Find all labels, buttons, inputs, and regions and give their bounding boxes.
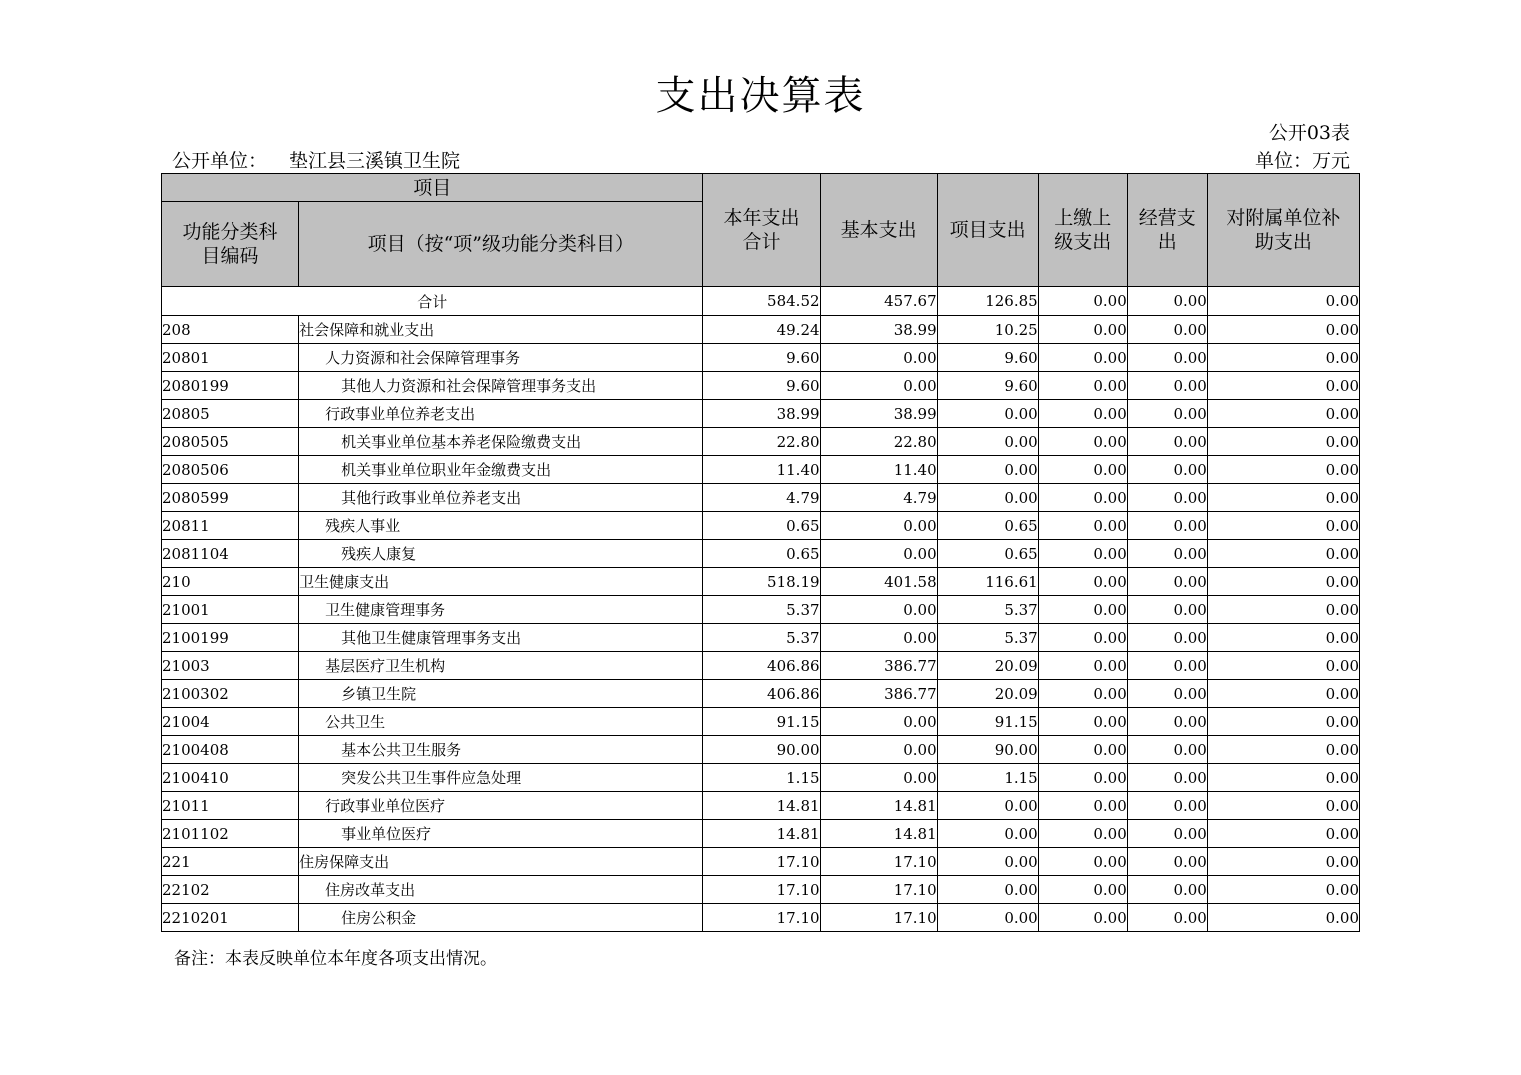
row-value: 0.00 <box>1127 316 1207 344</box>
row-value: 0.00 <box>1038 736 1127 764</box>
table-row <box>162 372 1360 400</box>
row-code: 208 <box>162 316 299 344</box>
row-value: 0.00 <box>1038 316 1127 344</box>
row-value: 0.00 <box>1207 736 1359 764</box>
row-value: 0.00 <box>1127 792 1207 820</box>
table-row <box>162 512 1360 540</box>
row-value: 9.60 <box>703 372 820 400</box>
row-value: 5.37 <box>703 596 820 624</box>
table-row <box>162 904 1360 932</box>
row-code: 2101102 <box>162 820 299 848</box>
row-value: 17.10 <box>703 876 820 904</box>
row-code: 22102 <box>162 876 299 904</box>
table-row <box>162 316 1360 344</box>
row-value: 0.00 <box>1127 736 1207 764</box>
table-row <box>162 624 1360 652</box>
row-name: 人力资源和社会保障管理事务 <box>299 344 703 372</box>
row-value: 0.00 <box>1038 792 1127 820</box>
row-value: 0.00 <box>1207 428 1359 456</box>
row-value: 91.15 <box>703 708 820 736</box>
row-code: 2100199 <box>162 624 299 652</box>
row-code: 21001 <box>162 596 299 624</box>
row-value: 0.00 <box>1038 764 1127 792</box>
table-row <box>162 484 1360 512</box>
row-value: 0.00 <box>1127 876 1207 904</box>
row-value: 0.00 <box>1207 680 1359 708</box>
row-value: 0.00 <box>1207 540 1359 568</box>
row-value: 0.00 <box>1038 372 1127 400</box>
row-value: 0.00 <box>1038 848 1127 876</box>
table-row <box>162 736 1360 764</box>
row-value: 0.00 <box>820 344 937 372</box>
row-value: 0.00 <box>1038 652 1127 680</box>
row-name: 机关事业单位基本养老保险缴费支出 <box>299 428 703 456</box>
total-cell: 0.00 <box>1038 287 1127 316</box>
row-value: 0.00 <box>937 484 1038 512</box>
header-code <box>162 202 299 287</box>
total-label: 合计 <box>162 287 703 316</box>
row-value: 0.00 <box>1127 708 1207 736</box>
row-code: 210 <box>162 568 299 596</box>
row-value: 0.00 <box>1207 372 1359 400</box>
header-code-text: 功能分类科目编码 <box>182 221 278 267</box>
table-row <box>162 792 1360 820</box>
row-code: 2100408 <box>162 736 299 764</box>
table-row <box>162 596 1360 624</box>
table-row <box>162 876 1360 904</box>
row-value: 91.15 <box>937 708 1038 736</box>
row-value: 0.00 <box>1127 596 1207 624</box>
row-value: 386.77 <box>820 652 937 680</box>
row-value: 0.00 <box>1127 624 1207 652</box>
row-value: 0.00 <box>1207 624 1359 652</box>
row-value: 9.60 <box>703 344 820 372</box>
row-name: 公共卫生 <box>299 708 703 736</box>
header-business-text: 经营支出 <box>1138 207 1196 253</box>
row-name: 突发公共卫生事件应急处理 <box>299 764 703 792</box>
row-value: 38.99 <box>703 400 820 428</box>
row-value: 38.99 <box>820 316 937 344</box>
total-cell: 457.67 <box>820 287 937 316</box>
row-value: 0.65 <box>937 540 1038 568</box>
row-value: 0.00 <box>820 596 937 624</box>
header-total-text: 本年支出合计 <box>723 207 800 253</box>
row-value: 0.00 <box>820 736 937 764</box>
row-value: 0.00 <box>1127 848 1207 876</box>
row-value: 0.00 <box>1127 456 1207 484</box>
reporting-unit-label: 公开单位： <box>172 150 268 172</box>
row-value: 20.09 <box>937 680 1038 708</box>
row-value: 0.00 <box>1207 568 1359 596</box>
row-name: 基层医疗卫生机构 <box>299 652 703 680</box>
row-value: 0.00 <box>1207 596 1359 624</box>
header-subsidy <box>1207 174 1359 287</box>
row-code: 21004 <box>162 708 299 736</box>
row-name: 事业单位医疗 <box>299 820 703 848</box>
row-code: 21003 <box>162 652 299 680</box>
row-value: 0.00 <box>1038 904 1127 932</box>
row-value: 0.00 <box>820 372 937 400</box>
row-value: 38.99 <box>820 400 937 428</box>
total-cell: 0.00 <box>1127 287 1207 316</box>
row-value: 0.65 <box>703 512 820 540</box>
row-value: 5.37 <box>937 596 1038 624</box>
header-basic: 基本支出 <box>820 174 937 287</box>
row-value: 0.65 <box>937 512 1038 540</box>
header-total <box>703 174 820 287</box>
row-code: 221 <box>162 848 299 876</box>
row-value: 406.86 <box>703 652 820 680</box>
row-name: 行政事业单位医疗 <box>299 792 703 820</box>
footnote: 备注：本表反映单位本年度各项支出情况。 <box>174 949 497 969</box>
table-row <box>162 540 1360 568</box>
header-upper-text: 上缴上级支出 <box>1054 207 1112 253</box>
row-value: 20.09 <box>937 652 1038 680</box>
row-value: 0.00 <box>1127 820 1207 848</box>
form-number: 公开03表 <box>1268 122 1350 144</box>
table-row <box>162 848 1360 876</box>
row-value: 0.00 <box>1127 344 1207 372</box>
row-value: 1.15 <box>703 764 820 792</box>
row-code: 2100302 <box>162 680 299 708</box>
row-value: 0.00 <box>937 400 1038 428</box>
row-value: 0.00 <box>1038 876 1127 904</box>
header-project: 项目 <box>162 174 703 202</box>
reporting-unit <box>172 146 460 173</box>
row-value: 0.00 <box>1127 568 1207 596</box>
table-row <box>162 820 1360 848</box>
row-value: 0.00 <box>937 820 1038 848</box>
row-value: 0.00 <box>937 904 1038 932</box>
row-value: 0.00 <box>1127 652 1207 680</box>
row-value: 0.00 <box>1207 764 1359 792</box>
row-value: 14.81 <box>703 792 820 820</box>
row-value: 0.00 <box>1207 456 1359 484</box>
row-value: 0.00 <box>1207 484 1359 512</box>
row-value: 14.81 <box>703 820 820 848</box>
header-name: 项目（按“项”级功能分类科目） <box>299 202 703 287</box>
row-value: 0.00 <box>1207 848 1359 876</box>
row-value: 5.37 <box>937 624 1038 652</box>
row-value: 17.10 <box>820 848 937 876</box>
row-value: 4.79 <box>820 484 937 512</box>
row-value: 0.00 <box>1127 428 1207 456</box>
row-code: 2080199 <box>162 372 299 400</box>
row-value: 0.00 <box>1207 400 1359 428</box>
row-name: 乡镇卫生院 <box>299 680 703 708</box>
row-name: 社会保障和就业支出 <box>299 316 703 344</box>
row-value: 0.00 <box>1038 400 1127 428</box>
row-name: 其他行政事业单位养老支出 <box>299 484 703 512</box>
row-value: 0.00 <box>1038 820 1127 848</box>
row-value: 0.00 <box>1127 512 1207 540</box>
row-value: 0.00 <box>1038 512 1127 540</box>
row-name: 卫生健康管理事务 <box>299 596 703 624</box>
total-cell: 126.85 <box>937 287 1038 316</box>
row-value: 90.00 <box>703 736 820 764</box>
row-value: 9.60 <box>937 344 1038 372</box>
row-value: 116.61 <box>937 568 1038 596</box>
row-value: 0.65 <box>703 540 820 568</box>
row-value: 0.00 <box>1207 512 1359 540</box>
row-value: 0.00 <box>1038 596 1127 624</box>
row-value: 0.00 <box>1127 680 1207 708</box>
row-value: 0.00 <box>1038 428 1127 456</box>
row-value: 0.00 <box>820 540 937 568</box>
row-value: 0.00 <box>1038 344 1127 372</box>
row-code: 20811 <box>162 512 299 540</box>
row-value: 0.00 <box>1038 540 1127 568</box>
row-value: 0.00 <box>1127 400 1207 428</box>
row-name: 卫生健康支出 <box>299 568 703 596</box>
measure-unit: 单位：万元 <box>1254 150 1350 172</box>
row-value: 0.00 <box>1207 708 1359 736</box>
row-value: 0.00 <box>1207 904 1359 932</box>
row-name: 残疾人事业 <box>299 512 703 540</box>
row-code: 2081104 <box>162 540 299 568</box>
row-value: 11.40 <box>820 456 937 484</box>
row-value: 17.10 <box>703 904 820 932</box>
row-value: 0.00 <box>820 512 937 540</box>
row-code: 20805 <box>162 400 299 428</box>
row-value: 22.80 <box>703 428 820 456</box>
header-upper <box>1038 174 1127 287</box>
row-code: 20801 <box>162 344 299 372</box>
row-name: 基本公共卫生服务 <box>299 736 703 764</box>
row-value: 0.00 <box>1038 680 1127 708</box>
row-value: 0.00 <box>1038 624 1127 652</box>
row-value: 0.00 <box>937 456 1038 484</box>
row-value: 14.81 <box>820 792 937 820</box>
row-value: 0.00 <box>1038 568 1127 596</box>
row-value: 386.77 <box>820 680 937 708</box>
row-value: 17.10 <box>703 848 820 876</box>
row-name: 机关事业单位职业年金缴费支出 <box>299 456 703 484</box>
row-value: 0.00 <box>1127 764 1207 792</box>
row-value: 11.40 <box>703 456 820 484</box>
row-value: 0.00 <box>1127 484 1207 512</box>
row-value: 0.00 <box>1207 652 1359 680</box>
row-value: 0.00 <box>820 708 937 736</box>
row-value: 0.00 <box>937 792 1038 820</box>
row-value: 0.00 <box>937 848 1038 876</box>
table-row <box>162 344 1360 372</box>
row-code: 2210201 <box>162 904 299 932</box>
row-code: 2100410 <box>162 764 299 792</box>
row-code: 2080506 <box>162 456 299 484</box>
row-value: 10.25 <box>937 316 1038 344</box>
header-business <box>1127 174 1207 287</box>
row-name: 住房公积金 <box>299 904 703 932</box>
header-project-exp: 项目支出 <box>937 174 1038 287</box>
row-code: 2080505 <box>162 428 299 456</box>
total-row <box>162 287 1360 316</box>
row-name: 住房改革支出 <box>299 876 703 904</box>
row-value: 0.00 <box>1127 372 1207 400</box>
row-code: 2080599 <box>162 484 299 512</box>
row-value: 90.00 <box>937 736 1038 764</box>
row-value: 0.00 <box>1207 344 1359 372</box>
row-value: 5.37 <box>703 624 820 652</box>
row-value: 401.58 <box>820 568 937 596</box>
total-cell: 0.00 <box>1207 287 1359 316</box>
table-row <box>162 568 1360 596</box>
row-name: 行政事业单位养老支出 <box>299 400 703 428</box>
row-value: 406.86 <box>703 680 820 708</box>
table-row <box>162 428 1360 456</box>
row-value: 0.00 <box>1038 708 1127 736</box>
row-value: 49.24 <box>703 316 820 344</box>
table-row <box>162 400 1360 428</box>
table-row <box>162 456 1360 484</box>
row-value: 1.15 <box>937 764 1038 792</box>
row-value: 4.79 <box>703 484 820 512</box>
expenditure-table <box>161 173 1360 932</box>
row-value: 9.60 <box>937 372 1038 400</box>
row-name: 住房保障支出 <box>299 848 703 876</box>
row-value: 17.10 <box>820 876 937 904</box>
row-value: 0.00 <box>1207 876 1359 904</box>
row-value: 17.10 <box>820 904 937 932</box>
row-value: 0.00 <box>1038 484 1127 512</box>
table-row <box>162 652 1360 680</box>
row-name: 残疾人康复 <box>299 540 703 568</box>
table-row <box>162 708 1360 736</box>
row-name: 其他卫生健康管理事务支出 <box>299 624 703 652</box>
row-value: 0.00 <box>1207 316 1359 344</box>
row-value: 0.00 <box>1207 792 1359 820</box>
row-value: 22.80 <box>820 428 937 456</box>
row-value: 518.19 <box>703 568 820 596</box>
row-value: 0.00 <box>937 876 1038 904</box>
row-value: 14.81 <box>820 820 937 848</box>
row-value: 0.00 <box>1038 456 1127 484</box>
reporting-unit-name: 垫江县三溪镇卫生院 <box>289 150 461 172</box>
row-value: 0.00 <box>1127 540 1207 568</box>
row-name: 其他人力资源和社会保障管理事务支出 <box>299 372 703 400</box>
row-code: 21011 <box>162 792 299 820</box>
row-value: 0.00 <box>820 764 937 792</box>
row-value: 0.00 <box>1207 820 1359 848</box>
page-title: 支出决算表 <box>655 73 866 119</box>
total-cell: 584.52 <box>703 287 820 316</box>
table-row <box>162 764 1360 792</box>
header-subsidy-text: 对附属单位补助支出 <box>1226 207 1341 253</box>
row-value: 0.00 <box>1127 904 1207 932</box>
row-value: 0.00 <box>937 428 1038 456</box>
row-value: 0.00 <box>820 624 937 652</box>
table-row <box>162 680 1360 708</box>
